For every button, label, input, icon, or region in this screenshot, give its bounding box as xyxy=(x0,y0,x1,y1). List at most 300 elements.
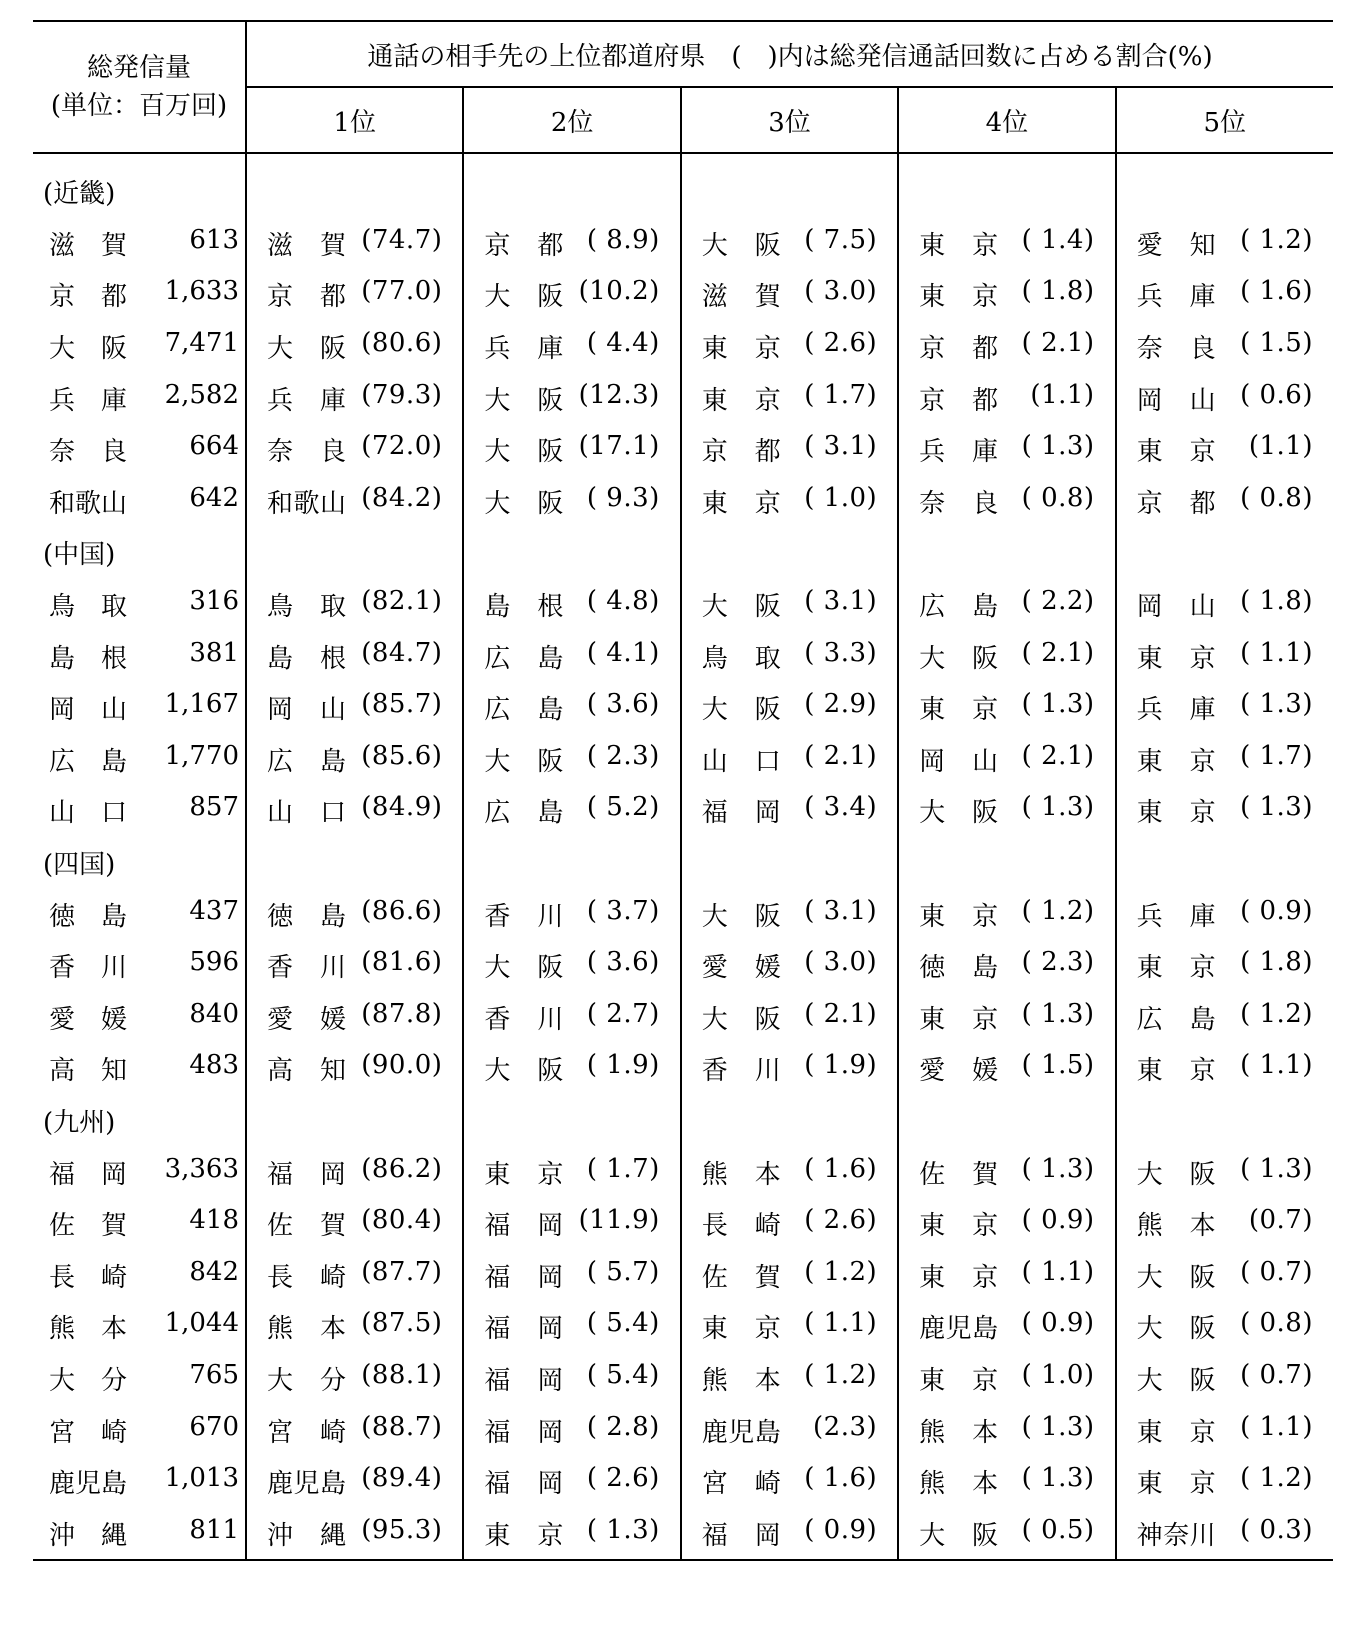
rank-entry xyxy=(1117,1205,1333,1242)
empty-cell xyxy=(898,837,1115,889)
origin-prefecture: 兵 庫 xyxy=(49,385,128,416)
rank-3-cell xyxy=(681,1404,898,1456)
rank-entry xyxy=(899,380,1114,417)
share-percent: ( 3.1) xyxy=(804,895,878,926)
spacer-cell xyxy=(246,153,463,166)
rank-4-cell xyxy=(898,1301,1115,1353)
destination-prefecture: 福 岡 xyxy=(701,1520,782,1551)
origin-wrap xyxy=(33,1257,245,1294)
origin-prefecture-cell xyxy=(33,579,246,631)
rank-4-cell xyxy=(898,1198,1115,1250)
spacer-cell xyxy=(681,153,898,166)
rank-entry xyxy=(682,483,897,520)
destination-prefecture: 東 京 xyxy=(919,1004,999,1035)
origin-prefecture-cell xyxy=(33,1353,246,1405)
rank-entry xyxy=(899,792,1114,829)
empty-cell xyxy=(681,837,898,889)
rank-1-cell xyxy=(246,321,463,373)
share-percent: ( 3.4) xyxy=(804,792,878,823)
total-calls: 437 xyxy=(189,895,239,926)
origin-wrap xyxy=(33,225,245,262)
empty-cell xyxy=(463,1095,680,1147)
rank-1-cell xyxy=(246,1353,463,1405)
rank-entry xyxy=(1117,638,1333,675)
destination-prefecture: 東 京 xyxy=(701,334,782,365)
destination-prefecture: 熊 本 xyxy=(701,1159,782,1190)
share-percent: (85.7) xyxy=(361,689,443,720)
rank-entry xyxy=(899,1154,1114,1191)
total-calls: 664 xyxy=(189,431,239,462)
origin-prefecture: 宮 崎 xyxy=(49,1417,128,1448)
origin-wrap xyxy=(33,276,245,313)
destination-prefecture: 東 京 xyxy=(1136,1469,1217,1500)
share-percent: ( 3.1) xyxy=(804,586,878,617)
rank-entry xyxy=(464,689,679,726)
rank-entry xyxy=(464,1050,679,1087)
share-percent: ( 0.9) xyxy=(804,1514,878,1545)
total-calls: 670 xyxy=(189,1411,239,1442)
empty-cell xyxy=(681,1095,898,1147)
rank-entry xyxy=(1117,431,1333,468)
destination-prefecture: 鹿児島 xyxy=(267,1469,347,1500)
destination-prefecture: 岡 山 xyxy=(919,746,999,777)
origin-prefecture-cell xyxy=(33,321,246,373)
destination-prefecture: 大 阪 xyxy=(1136,1365,1217,1396)
origin-prefecture: 京 都 xyxy=(49,282,128,313)
destination-prefecture: 東 京 xyxy=(701,1314,782,1345)
spacer-row xyxy=(33,153,1333,166)
table-row xyxy=(33,1404,1333,1456)
origin-prefecture-cell xyxy=(33,476,246,528)
rank-entry xyxy=(464,1205,679,1242)
rank-2-cell xyxy=(463,888,680,940)
share-percent: ( 3.0) xyxy=(804,947,878,978)
share-percent: ( 3.7) xyxy=(586,895,660,926)
rank-entry xyxy=(247,1257,462,1294)
rank-entry xyxy=(247,792,462,829)
share-percent: ( 4.4) xyxy=(586,328,660,359)
total-calls: 1,633 xyxy=(164,276,239,307)
destination-prefecture: 東 京 xyxy=(1136,746,1217,777)
rank-1-cell xyxy=(246,785,463,837)
share-percent: (87.7) xyxy=(361,1256,443,1287)
destination-prefecture: 大 阪 xyxy=(919,1520,999,1551)
destination-prefecture: 大 阪 xyxy=(701,1004,782,1035)
rank-1-cell xyxy=(246,579,463,631)
rank-4-cell xyxy=(898,1404,1115,1456)
rank-2-cell xyxy=(463,940,680,992)
rank-4-cell xyxy=(898,269,1115,321)
destination-prefecture: 東 京 xyxy=(484,1520,564,1551)
origin-prefecture-cell xyxy=(33,1198,246,1250)
share-percent: ( 2.1) xyxy=(1021,740,1095,771)
origin-prefecture: 香 川 xyxy=(49,953,128,984)
rank-3-cell xyxy=(681,218,898,270)
rank-entry xyxy=(247,328,462,365)
destination-prefecture: 大 分 xyxy=(267,1365,347,1396)
share-percent: ( 1.3) xyxy=(586,1514,660,1545)
rank-4-cell xyxy=(898,321,1115,373)
spacer-cell xyxy=(898,153,1115,166)
rank-entry xyxy=(464,276,679,313)
share-percent: (17.1) xyxy=(578,431,660,462)
rank-entry xyxy=(682,276,897,313)
rank-entry xyxy=(682,947,897,984)
share-percent: (80.4) xyxy=(361,1205,443,1236)
total-volume-unit: (単位：百万回) xyxy=(50,91,228,121)
table-row xyxy=(33,1353,1333,1405)
share-percent: ( 2.6) xyxy=(804,328,878,359)
destination-prefecture: 東 京 xyxy=(919,1262,999,1293)
share-percent: ( 1.3) xyxy=(1240,1153,1313,1184)
destination-prefecture: 鳥 取 xyxy=(267,592,347,623)
empty-cell xyxy=(1116,527,1333,579)
destination-prefecture: 大 阪 xyxy=(267,334,347,365)
rank-entry xyxy=(247,999,462,1036)
rank-entry xyxy=(247,689,462,726)
call-destination-table xyxy=(33,20,1333,1561)
rank-4-cell xyxy=(898,1249,1115,1301)
destination-prefecture: 大 阪 xyxy=(1136,1314,1217,1345)
share-percent: ( 1.8) xyxy=(1240,586,1313,617)
rank-entry xyxy=(247,1050,462,1087)
share-percent: ( 5.4) xyxy=(586,1308,660,1339)
rank-entry xyxy=(899,947,1114,984)
destination-prefecture: 熊 本 xyxy=(919,1469,999,1500)
rank-entry xyxy=(464,947,679,984)
destination-prefecture: 宮 崎 xyxy=(267,1417,347,1448)
origin-prefecture: 滋 賀 xyxy=(49,230,128,261)
share-percent: ( 1.4) xyxy=(1021,224,1095,255)
rank-3-cell xyxy=(681,1301,898,1353)
rank-5-cell xyxy=(1116,630,1333,682)
rank-2-cell xyxy=(463,1404,680,1456)
rank-entry xyxy=(682,741,897,778)
share-percent: ( 1.9) xyxy=(804,1050,878,1081)
share-percent: (88.1) xyxy=(361,1359,443,1390)
rank-entry xyxy=(682,1205,897,1242)
rank-entry xyxy=(1117,276,1333,313)
region-name: (中国) xyxy=(33,527,246,579)
total-calls: 1,770 xyxy=(164,740,239,771)
empty-cell xyxy=(246,166,463,218)
share-percent: ( 3.6) xyxy=(586,689,660,720)
rank-entry xyxy=(682,1154,897,1191)
table-row xyxy=(33,579,1333,631)
origin-prefecture-cell xyxy=(33,1404,246,1456)
share-percent: ( 1.2) xyxy=(804,1359,878,1390)
rank-entry xyxy=(464,999,679,1036)
origin-wrap xyxy=(33,1360,245,1397)
rank-3-cell xyxy=(681,1353,898,1405)
rank-2-cell xyxy=(463,1198,680,1250)
origin-prefecture-cell xyxy=(33,372,246,424)
rank-2-cell xyxy=(463,1353,680,1405)
rank-entry xyxy=(682,380,897,417)
origin-prefecture-cell xyxy=(33,630,246,682)
empty-cell xyxy=(246,837,463,889)
rank-entry xyxy=(1117,1360,1333,1397)
share-percent: ( 1.2) xyxy=(1021,895,1095,926)
origin-prefecture-cell xyxy=(33,1043,246,1095)
share-percent: ( 2.1) xyxy=(1021,637,1095,668)
destination-prefecture: 長 崎 xyxy=(701,1211,782,1242)
origin-wrap xyxy=(33,483,245,520)
spacer-cell xyxy=(33,153,246,166)
rank-4-cell xyxy=(898,1353,1115,1405)
origin-wrap xyxy=(33,1308,245,1345)
share-percent: ( 1.3) xyxy=(1240,792,1313,823)
destination-prefecture: 広 島 xyxy=(484,798,564,829)
rank-1-cell xyxy=(246,424,463,476)
table-row xyxy=(33,269,1333,321)
rank-entry xyxy=(1117,947,1333,984)
table-row xyxy=(33,1146,1333,1198)
destination-prefecture: 福 岡 xyxy=(484,1211,564,1242)
rank-entry xyxy=(682,638,897,675)
rank-1-cell xyxy=(246,940,463,992)
share-percent: ( 5.4) xyxy=(586,1359,660,1390)
spacer-cell xyxy=(463,153,680,166)
origin-prefecture-cell xyxy=(33,1456,246,1508)
destination-prefecture: 和歌山 xyxy=(267,488,347,519)
destination-prefecture: 香 川 xyxy=(484,1004,564,1035)
rank-entry xyxy=(464,1308,679,1345)
destination-prefecture: 徳 島 xyxy=(919,953,999,984)
total-calls: 613 xyxy=(189,224,239,255)
table-row xyxy=(33,888,1333,940)
rank-entry xyxy=(682,999,897,1036)
rank-1-cell xyxy=(246,372,463,424)
rank-entry xyxy=(899,689,1114,726)
share-percent: ( 1.0) xyxy=(804,482,878,513)
rank-4-header: 4位 xyxy=(898,87,1115,153)
rank-2-cell xyxy=(463,630,680,682)
origin-wrap xyxy=(33,1515,245,1552)
rank-3-cell xyxy=(681,682,898,734)
destination-prefecture: 宮 崎 xyxy=(701,1469,782,1500)
rank-3-cell xyxy=(681,424,898,476)
destination-prefecture: 大 阪 xyxy=(484,385,564,416)
share-percent: ( 2.2) xyxy=(1021,586,1095,617)
rank-5-cell xyxy=(1116,579,1333,631)
rank-2-cell xyxy=(463,218,680,270)
rank-2-cell xyxy=(463,1249,680,1301)
share-percent: (80.6) xyxy=(361,328,443,359)
rank-entry xyxy=(247,1515,462,1552)
destination-prefecture: 大 阪 xyxy=(484,282,564,313)
destination-prefecture: 熊 本 xyxy=(701,1365,782,1396)
destination-prefecture: 佐 賀 xyxy=(919,1159,999,1190)
table-row xyxy=(33,1507,1333,1560)
share-percent: ( 0.9) xyxy=(1021,1308,1095,1339)
rank-3-cell xyxy=(681,734,898,786)
share-percent: (95.3) xyxy=(361,1514,443,1545)
share-percent: ( 1.1) xyxy=(1240,637,1313,668)
share-percent: (87.8) xyxy=(361,998,443,1029)
share-percent: ( 4.1) xyxy=(586,637,660,668)
destination-prefecture: 京 都 xyxy=(1136,488,1217,519)
rank-2-cell xyxy=(463,579,680,631)
destination-prefecture: 京 都 xyxy=(919,385,999,416)
destination-prefecture: 奈 良 xyxy=(1136,334,1217,365)
share-percent: (72.0) xyxy=(361,431,443,462)
share-percent: (84.7) xyxy=(361,637,443,668)
share-percent: ( 3.1) xyxy=(804,431,878,462)
rank-entry xyxy=(247,741,462,778)
destination-prefecture: 香 川 xyxy=(267,953,347,984)
rank-entry xyxy=(464,1515,679,1552)
origin-wrap xyxy=(33,1412,245,1449)
destination-prefecture: 滋 賀 xyxy=(267,230,347,261)
destination-prefecture: 広 島 xyxy=(267,746,347,777)
origin-wrap xyxy=(33,1154,245,1191)
share-percent: ( 7.5) xyxy=(804,224,878,255)
rank-entry xyxy=(682,896,897,933)
origin-wrap xyxy=(33,328,245,365)
destination-prefecture: 東 京 xyxy=(919,1365,999,1396)
rank-entry xyxy=(899,1205,1114,1242)
destination-prefecture: 東 京 xyxy=(919,1211,999,1242)
rank-2-cell xyxy=(463,785,680,837)
share-percent: ( 1.6) xyxy=(804,1153,878,1184)
share-percent: (1.1) xyxy=(1248,431,1313,462)
share-percent: (84.2) xyxy=(361,482,443,513)
share-percent: ( 2.1) xyxy=(804,998,878,1029)
share-percent: ( 0.5) xyxy=(1021,1514,1095,1545)
table-row xyxy=(33,1249,1333,1301)
rank-entry xyxy=(464,638,679,675)
destination-prefecture: 香 川 xyxy=(484,901,564,932)
rank-4-cell xyxy=(898,682,1115,734)
origin-prefecture: 鳥 取 xyxy=(49,592,128,623)
origin-prefecture: 福 岡 xyxy=(49,1159,128,1190)
destination-prefecture: 東 京 xyxy=(484,1159,564,1190)
region-header-row xyxy=(33,527,1333,579)
origin-prefecture-cell xyxy=(33,1507,246,1560)
rank-entry xyxy=(247,276,462,313)
table-row xyxy=(33,734,1333,786)
share-percent: ( 4.8) xyxy=(586,586,660,617)
table-row xyxy=(33,476,1333,528)
destination-prefecture: 岡 山 xyxy=(267,695,347,726)
rank-2-cell xyxy=(463,1043,680,1095)
total-calls: 483 xyxy=(189,1050,239,1081)
share-percent: ( 1.3) xyxy=(1021,1153,1095,1184)
rank-5-cell xyxy=(1116,424,1333,476)
destination-prefecture: 愛 知 xyxy=(1136,230,1217,261)
destination-prefecture: 福 岡 xyxy=(484,1365,564,1396)
rank-4-cell xyxy=(898,424,1115,476)
rank-4-cell xyxy=(898,992,1115,1044)
share-percent: (86.2) xyxy=(361,1153,443,1184)
rank-entry xyxy=(464,1412,679,1449)
rank-entry xyxy=(1117,792,1333,829)
destination-prefecture: 大 阪 xyxy=(484,1056,564,1087)
rank-5-cell xyxy=(1116,1301,1333,1353)
rank-entry xyxy=(682,225,897,262)
rank-2-cell xyxy=(463,321,680,373)
rank-entry xyxy=(464,586,679,623)
rank-entry xyxy=(682,1412,897,1449)
rank-entry xyxy=(899,741,1114,778)
destination-prefecture: 兵 庫 xyxy=(919,437,999,468)
rank-5-cell xyxy=(1116,372,1333,424)
share-percent: ( 2.9) xyxy=(804,689,878,720)
share-percent: ( 1.3) xyxy=(1021,1463,1095,1494)
destination-prefecture: 東 京 xyxy=(1136,643,1217,674)
empty-cell xyxy=(246,1095,463,1147)
rank-entry xyxy=(464,1154,679,1191)
rank-entry xyxy=(464,225,679,262)
destination-prefecture: 兵 庫 xyxy=(1136,282,1217,313)
total-calls: 857 xyxy=(189,792,239,823)
rank-2-header: 2位 xyxy=(463,87,680,153)
origin-prefecture-cell xyxy=(33,1249,246,1301)
destination-prefecture: 福 岡 xyxy=(701,798,782,829)
destination-prefecture: 兵 庫 xyxy=(484,334,564,365)
rank-entry xyxy=(899,586,1114,623)
rank-entry xyxy=(1117,225,1333,262)
rank-2-cell xyxy=(463,734,680,786)
rank-4-cell xyxy=(898,1146,1115,1198)
origin-prefecture: 広 島 xyxy=(49,746,128,777)
origin-prefecture-cell xyxy=(33,785,246,837)
destination-prefecture: 広 島 xyxy=(919,592,999,623)
destination-prefecture: 京 都 xyxy=(701,437,782,468)
rank-5-cell xyxy=(1116,734,1333,786)
destination-prefecture: 広 島 xyxy=(484,643,564,674)
rank-2-cell xyxy=(463,1456,680,1508)
share-percent: (10.2) xyxy=(578,276,660,307)
rank-entry xyxy=(247,483,462,520)
share-percent: ( 1.2) xyxy=(1240,998,1313,1029)
destination-prefecture: 福 岡 xyxy=(484,1469,564,1500)
rank-1-cell xyxy=(246,476,463,528)
origin-prefecture-cell xyxy=(33,992,246,1044)
rank-1-cell xyxy=(246,1507,463,1560)
share-percent: ( 2.7) xyxy=(586,998,660,1029)
rank-4-cell xyxy=(898,579,1115,631)
origin-prefecture-cell xyxy=(33,940,246,992)
rank-entry xyxy=(899,1412,1114,1449)
share-percent: ( 0.6) xyxy=(1240,379,1313,410)
origin-prefecture: 沖 縄 xyxy=(49,1520,128,1551)
rank-3-cell xyxy=(681,630,898,682)
rank-3-cell xyxy=(681,940,898,992)
rank-entry xyxy=(247,1154,462,1191)
rank-4-cell xyxy=(898,888,1115,940)
rank-1-cell xyxy=(246,1301,463,1353)
table-row xyxy=(33,424,1333,476)
rank-5-cell xyxy=(1116,992,1333,1044)
destination-prefecture: 山 口 xyxy=(701,746,782,777)
destination-prefecture: 岡 山 xyxy=(1136,385,1217,416)
table-row xyxy=(33,992,1333,1044)
destination-prefecture: 東 京 xyxy=(1136,798,1217,829)
rank-entry xyxy=(464,431,679,468)
region-header-row xyxy=(33,837,1333,889)
rank-entry xyxy=(464,896,679,933)
destination-prefecture: 東 京 xyxy=(1136,1417,1217,1448)
rank-5-cell xyxy=(1116,1353,1333,1405)
rank-entry xyxy=(1117,896,1333,933)
total-calls: 842 xyxy=(189,1256,239,1287)
region-name: (近畿) xyxy=(33,166,246,218)
rank-4-cell xyxy=(898,1507,1115,1560)
destination-prefecture: 香 川 xyxy=(701,1056,782,1087)
destination-prefecture: 愛 媛 xyxy=(267,1004,347,1035)
